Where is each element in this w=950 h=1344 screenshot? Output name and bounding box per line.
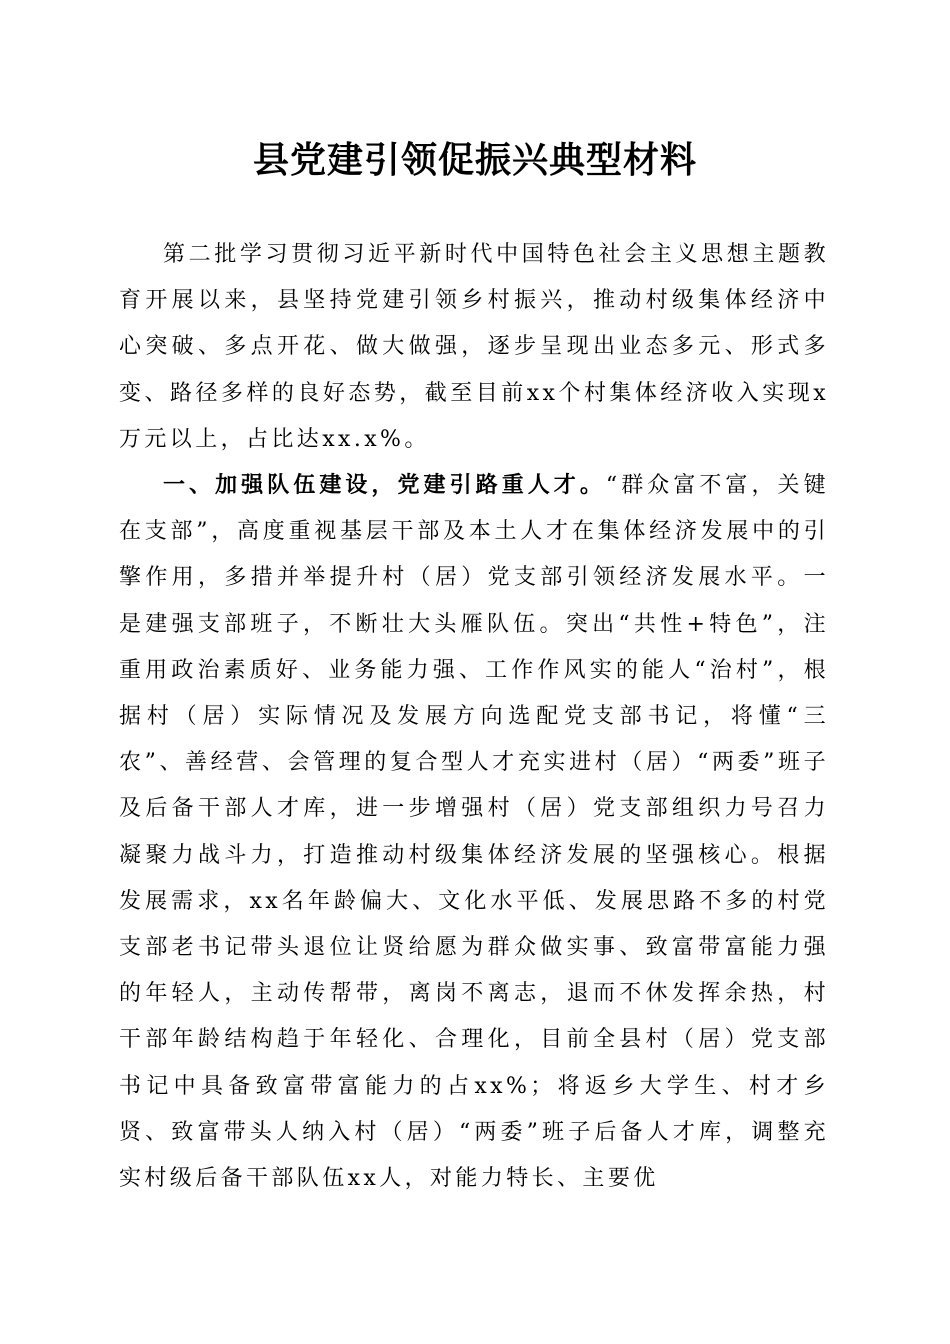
section-one-paragraph: [119, 463, 829, 1202]
intro-paragraph-text: 第二批学习贯彻习近平新时代中国特色社会主义思想主题教育开展以来，县坚持党建引领乡村振兴，推动村级集体经济中心突破、多点开花、做大做强，逐步呈现出业态多元、形式多变、路径多样的良好态势，截至目前xx个村集体经济收入实现x万元以上，占比达xx.x%。: [119, 242, 829, 452]
document-title: 县党建引领促振兴典型材料: [252, 139, 697, 181]
section-one-heading: 一、加强队伍建设，党建引路重人才。: [163, 473, 606, 499]
document-body: [119, 232, 829, 1202]
section-one-text: “群众富不富，关键在支部”，高度重视基层干部及本土人才在集体经济发展中的引擎作用，多措并举提升村（居）党支部引领经济发展水平。一是建强支部班子，不断壮大头雁队伍。突出“共性+特色”，注重用政治素质好、业务能力强、工作作风实的能人“治村”，根据村（居）实际情况及发展方向选配党支部书记，将懂“三农”、善经营、会管理的复合型人才充实进村（居）“两委”班子及后备干部人才库，进一步增强村（居）党支部组织力号召力凝聚力战斗力，打造推动村级集体经济发展的坚强核心。根据发展需求，xx名年龄偏大、文化水平低、发展思路不多的村党支部老书记带头退位让贤给愿为群众做实事、致富带富能力强的年轻人，主动传帮带，离岗不离志，退而不休发挥余热，村干部年龄结构趋于年轻化、合理化，目前全县村（居）党支部书记中具备致富带富能力的占xx%；将返乡大学生、村才乡贤、致富带头人纳入村（居）“两委”班子后备人才库，调整充实村级后备干部队伍xx人，对能力特长、主要优: [119, 473, 829, 1192]
intro-paragraph: [119, 232, 829, 463]
